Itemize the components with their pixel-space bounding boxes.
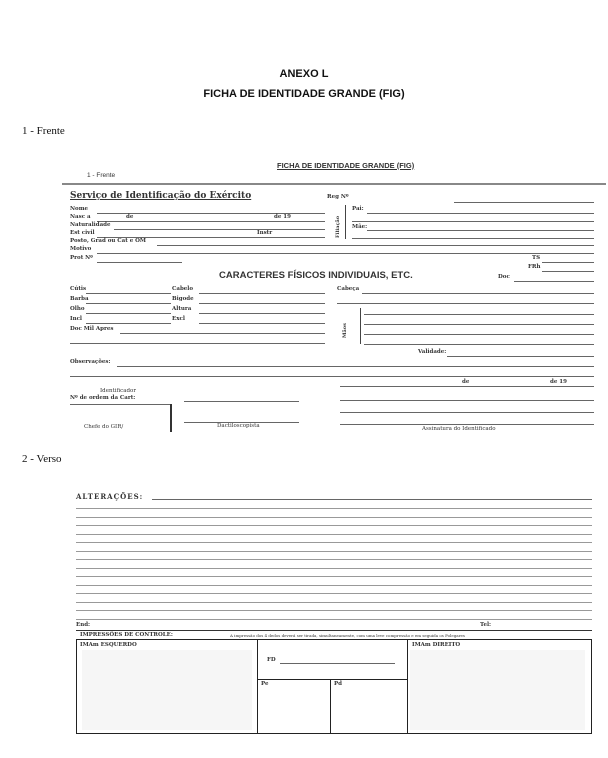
cutis-label: Cútis	[70, 286, 87, 292]
form-title: FICHA DE IDENTIDADE GRANDE (FIG)	[277, 161, 415, 170]
ordem-label: Nº de ordem da Cart:	[70, 395, 136, 401]
posto-label: Posto, Grad ou Cat e OM	[70, 238, 146, 244]
doc-label: Doc	[498, 274, 510, 280]
prot-label: Prot Nº	[70, 255, 93, 261]
assinatura-label: Assinatura do Identificado	[422, 426, 496, 432]
reg-label: Reg Nº	[327, 194, 349, 200]
ts-label: TS	[532, 255, 541, 261]
service-title: Serviço de Identificação do Exército	[70, 191, 252, 201]
mae-label: Mãe:	[352, 224, 368, 230]
identificador-label: Identificador	[100, 388, 136, 394]
alteracoes-label: ALTERAÇÕES:	[76, 492, 144, 501]
bigode-label: Bigode	[172, 296, 194, 302]
back-form	[62, 484, 606, 740]
alteracoes-line	[76, 610, 592, 611]
alteracoes-line	[76, 508, 592, 509]
alteracoes-line	[76, 525, 592, 526]
caracteres-heading: CARACTERES FÍSICOS INDIVIDUAIS, ETC.	[219, 270, 413, 281]
pe-label: Pe	[261, 681, 269, 687]
fd-label: FD	[267, 657, 276, 663]
pai-label: Pai:	[352, 206, 364, 212]
frh-label: FRh	[528, 264, 541, 270]
section-front-label: 1 - Frente	[22, 125, 65, 137]
document-title: FICHA DE IDENTIDADE GRANDE (FIG)	[203, 88, 405, 100]
validade-label: Validade:	[418, 349, 447, 355]
de19b-label: de 19	[550, 379, 567, 385]
excl-label: Excl	[172, 316, 185, 322]
de19-label: de 19	[274, 214, 291, 220]
alteracoes-line	[76, 559, 592, 560]
alteracoes-line	[76, 585, 592, 586]
alteracoes-line	[76, 534, 592, 535]
barba-label: Barba	[70, 296, 89, 302]
nome-label: Nome	[70, 206, 89, 212]
cabeca-label: Cabeça	[337, 286, 360, 292]
de-label: de	[126, 214, 134, 220]
alteracoes-line	[76, 619, 592, 620]
filiacao-label: Filiação	[335, 215, 341, 238]
front-sub-label: 1 - Frente	[87, 172, 116, 179]
naturalidade-label: Naturalidade	[70, 222, 111, 228]
impressoes-label: IMPRESSÕES DE CONTROLE:	[80, 632, 173, 638]
observacoes-label: Observações:	[70, 359, 111, 365]
imam-direito-label: IMAm DIREITO	[412, 642, 461, 648]
alteracoes-line	[76, 551, 592, 552]
cabelo-label: Cabelo	[172, 286, 194, 292]
alteracoes-line	[76, 568, 592, 569]
instr-label: Instr	[257, 230, 273, 236]
alteracoes-line	[76, 602, 592, 603]
tel-label: Tel:	[480, 622, 492, 628]
end-label: End:	[76, 622, 91, 628]
incl-label: Incl	[70, 316, 83, 322]
alteracoes-line	[76, 576, 592, 577]
nasc-label: Nasc a	[70, 214, 91, 220]
front-form	[62, 158, 606, 438]
olho-label: Olho	[70, 306, 85, 312]
pd-label: Pd	[334, 681, 342, 687]
alteracoes-line	[76, 517, 592, 518]
altura-label: Altura	[172, 306, 192, 312]
imam-esquerdo-label: IMAm ESQUERDO	[80, 642, 137, 648]
section-back-label: 2 - Verso	[22, 453, 62, 465]
maos-label: Mãos	[342, 323, 348, 338]
de-date-label: de	[462, 379, 470, 385]
alteracoes-line	[76, 593, 592, 594]
doc-mil-label: Doc Mil Apres	[70, 326, 114, 332]
chefe-label: Chefe do GIR/	[84, 424, 124, 430]
impressoes-note: A impressão dos 4 dedos deverá ser tirada, simultaneamente, com uma leve compressão e em seguida os Polegares	[230, 633, 465, 638]
motivo-label: Motivo	[70, 246, 92, 252]
dactiloscopista-label: Dactiloscopista	[217, 423, 260, 429]
annex-label: ANEXO L	[279, 68, 329, 80]
alteracoes-line	[76, 542, 592, 543]
est-civil-label: Est civil	[70, 230, 95, 236]
